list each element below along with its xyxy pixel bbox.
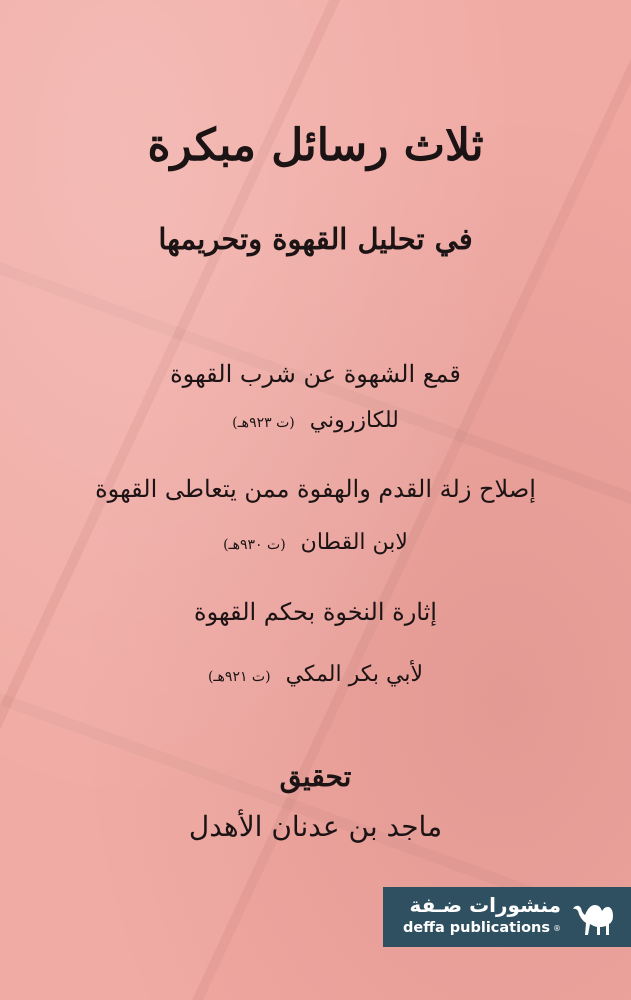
book-subtitle: في تحليل القهوة وتحريمها <box>158 222 473 256</box>
editor-name: ماجد بن عدنان الأهدل <box>188 810 443 843</box>
camel-icon <box>571 897 619 937</box>
treatise-3-author-line <box>0 662 631 687</box>
treatise-3-author: لأبي بكر المكي <box>285 662 424 687</box>
publisher-name-english-line <box>403 920 561 936</box>
book-title: ثلاث رسائل مبكرة <box>147 120 484 171</box>
treatise-2-title: إصلاح زلة القدم والهفوة ممن يتعاطى القهوة <box>95 475 536 503</box>
treatise-2-death-date: (ت ٩٣٠هـ) <box>223 537 286 553</box>
treatise-1-death-date: (ت ٩٢٣هـ) <box>232 415 295 431</box>
treatise-2-author-line <box>0 530 631 555</box>
publisher-name-english: deffa publications <box>402 920 550 936</box>
treatise-1-author: للكازروني <box>309 408 399 433</box>
publisher-name-arabic: منشورات ضـفة <box>409 893 561 917</box>
treatise-3-title: إثارة النخوة بحكم القهوة <box>194 598 437 626</box>
treatise-3-death-date: (ت ٩٢١هـ) <box>207 669 271 685</box>
treatise-1-author-line <box>0 408 631 433</box>
registered-mark: ® <box>553 923 561 933</box>
editing-label: تحقيق <box>279 760 352 793</box>
publisher-logo-block <box>383 887 631 947</box>
treatise-1-title: قمع الشهوة عن شرب القهوة <box>170 360 461 388</box>
treatise-2-author: لابن القطان <box>300 530 408 555</box>
